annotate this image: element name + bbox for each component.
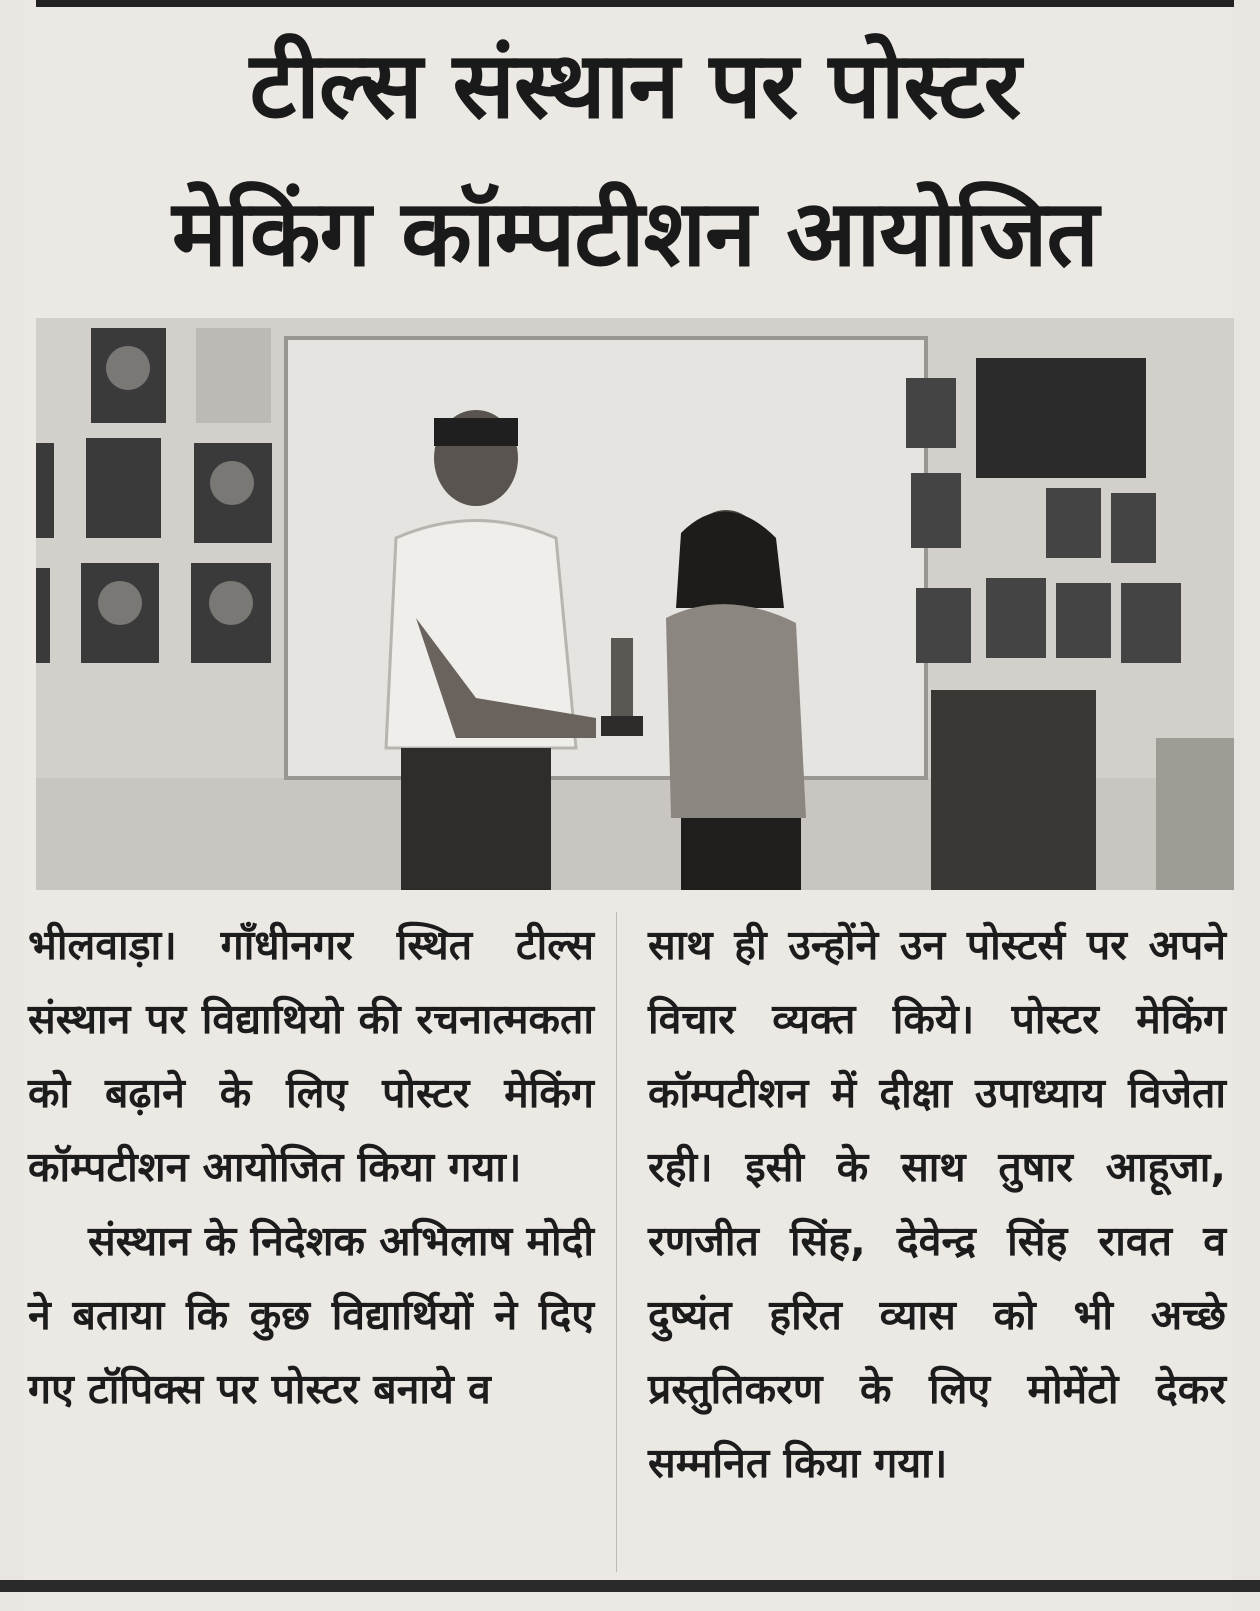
article-column-right <box>648 908 1226 1570</box>
bottom-rule <box>0 1580 1260 1592</box>
article-column-left <box>28 908 594 1570</box>
article-paragraph: संस्थान के निदेशक अभिलाष मोदी ने बताया कि कुछ विद्यार्थियों ने दिए गए टॉपिक्स पर पोस्टर बनाये व <box>28 1217 594 1413</box>
top-rule <box>36 0 1234 7</box>
headline-line-1: टील्स संस्थान पर पोस्टर <box>249 32 1021 139</box>
article-paragraph: साथ ही उन्होंने उन पोस्टर्स पर अपने विचार व्यक्त किये। पोस्टर मेकिंग कॉम्पटीशन में दीक्षा उपाध्याय विजेता रही। इसी के साथ तुषार आहूजा, रणजीत सिंह, देवेन्द्र सिंह रावत व दुष्यंत हरित व्यास को भी अच्छे प्रस्तुतिकरण के लिए मोमेंटो देकर सम्मनित किया गया। <box>648 921 1226 1487</box>
news-photo <box>36 318 1234 890</box>
headline-line-2: मेकिंग कॉम्पटीशन आयोजित <box>171 180 1098 287</box>
column-divider <box>616 912 617 1572</box>
article-paragraph: भीलवाड़ा। गाँधीनगर स्थित टील्स संस्थान पर विद्याथियो की रचनात्मकता को बढ़ाने के लिए पोस्टर मेकिंग कॉम्पटीशन आयोजित किया गया। <box>28 921 594 1191</box>
